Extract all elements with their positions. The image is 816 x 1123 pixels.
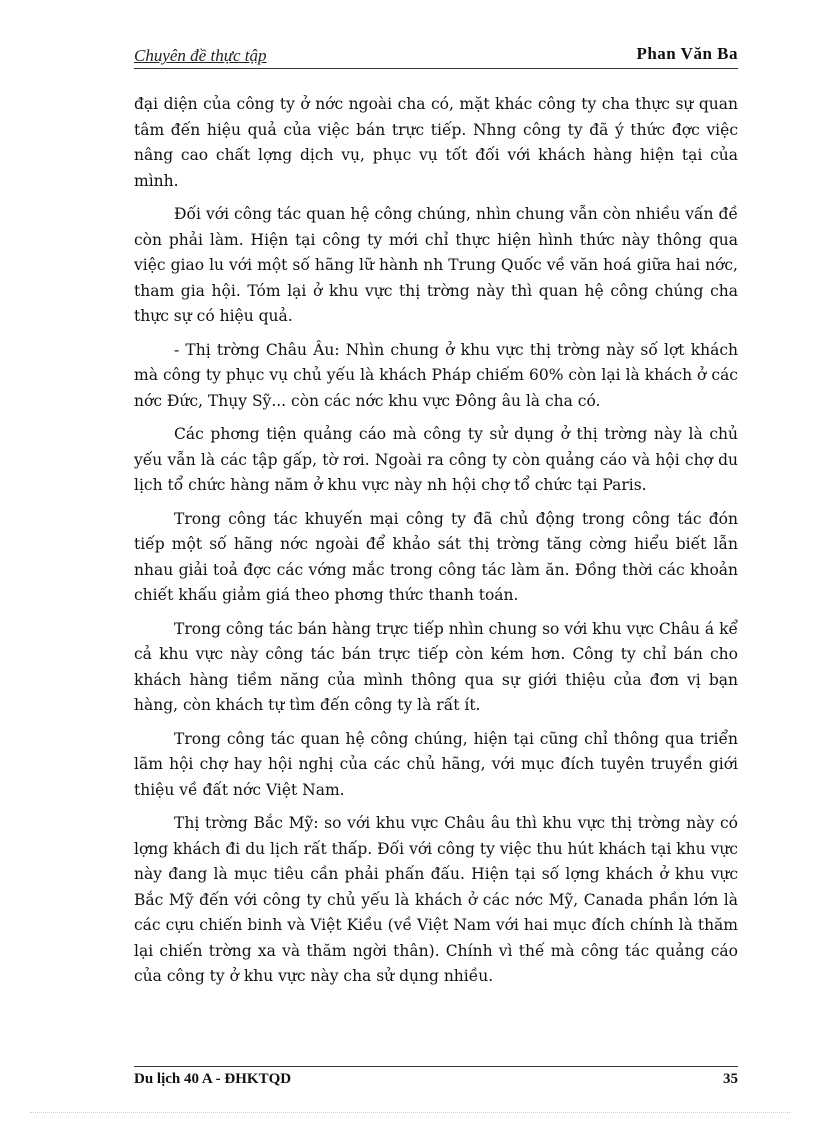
paragraph: Trong công tác bán hàng trực tiếp nhìn chung so với khu vực Châu á kể cả khu vực này công tác bán trực tiếp còn kém hơn. Công ty chỉ bán cho khách hàng tiềm năng của mình thông qua sự giới thiệu của đơn vị bạn hàng, còn khách tự tìm đến công ty là rất ít. <box>134 619 738 714</box>
paragraph: Trong công tác quan hệ công chúng, hiện tại cũng chỉ thông qua triển lãm hội chợ hay hội nghị của các chủ hãng, với mục đích tuyên truyền giới thiệu về đất nớc Việt Nam. <box>134 729 738 799</box>
page-edge-divider <box>30 1112 790 1113</box>
paragraph: đại diện của công ty ở nớc ngoài cha có, mặt khác công ty cha thực sự quan tâm đến hiệu quả của việc bán trực tiếp. Nhng công ty đã ý thức đợc việc nâng cao chất lợng dịch vụ, phục vụ tốt đối với khách hàng hiện tại của mình. <box>134 95 738 190</box>
header-title: Chuyên đề thực tập <box>134 46 267 65</box>
paragraph: Các phơng tiện quảng cáo mà công ty sử dụng ở thị trờng này là chủ yếu vẫn là các tập gấp, tờ rơi. Ngoài ra công ty còn quảng cáo và hội chợ du lịch tổ chức hàng năm ở khu vực này nh hội chợ tổ chức tại Paris. <box>134 425 738 494</box>
page-body <box>134 92 738 998</box>
page-header <box>134 40 738 69</box>
paragraph: - Thị trờng Châu Âu: Nhìn chung ở khu vực thị trờng này số lợt khách mà công ty phục vụ chủ yếu là khách Pháp chiếm 60% còn lại là khách ở các nớc Đức, Thụy Sỹ... còn các nớc khu vực Đông âu là cha có. <box>134 340 738 410</box>
paragraph: Trong công tác khuyến mại công ty đã chủ động trong công tác đón tiếp một số hãng nớc ngoài để khảo sát thị trờng tăng cờng hiểu biết lẫn nhau giải toả đợc các vớng mắc trong công tác làm ăn. Đồng thời các khoản chiết khấu giảm giá theo phơng thức thanh toán. <box>134 509 738 604</box>
page-number: 35 <box>723 1071 738 1087</box>
paragraph: Đối với công tác quan hệ công chúng, nhìn chung vẫn còn nhiều vấn đề còn phải làm. Hiện tại công ty mới chỉ thực hiện hình thức này thông qua việc giao lu với một số hãng lữ hành nh Trung Quốc về văn hoá giữa hai nớc, tham gia hội. Tóm lại ở khu vực thị trờng này thì quan hệ công chúng cha thực sự có hiệu quả. <box>134 205 738 325</box>
page-footer <box>134 1066 738 1093</box>
header-author: Phan Văn Ba <box>636 44 738 63</box>
footer-class-label: Du lịch 40 A - ĐHKTQD <box>134 1071 292 1087</box>
paragraph: Thị trờng Bắc Mỹ: so với khu vực Châu âu thì khu vực thị trờng này có lợng khách đi du lịch rất thấp. Đối với công ty việc thu hút khách tại khu vực này đang là mục tiêu cần phải phấn đấu. Hiện tại số lợng khách ở khu vực Bắc Mỹ đến với công ty chủ yếu là khách ở các nớc Mỹ, Canada phần lớn là các cựu chiến binh và Việt Kiều (về Việt Nam với hai mục đích chính là thăm lại chiến trờng xa và thăm ngời thân). Chính vì thế mà công tác quảng cáo của công ty ở khu vực này cha sử dụng nhiều. <box>134 814 738 985</box>
